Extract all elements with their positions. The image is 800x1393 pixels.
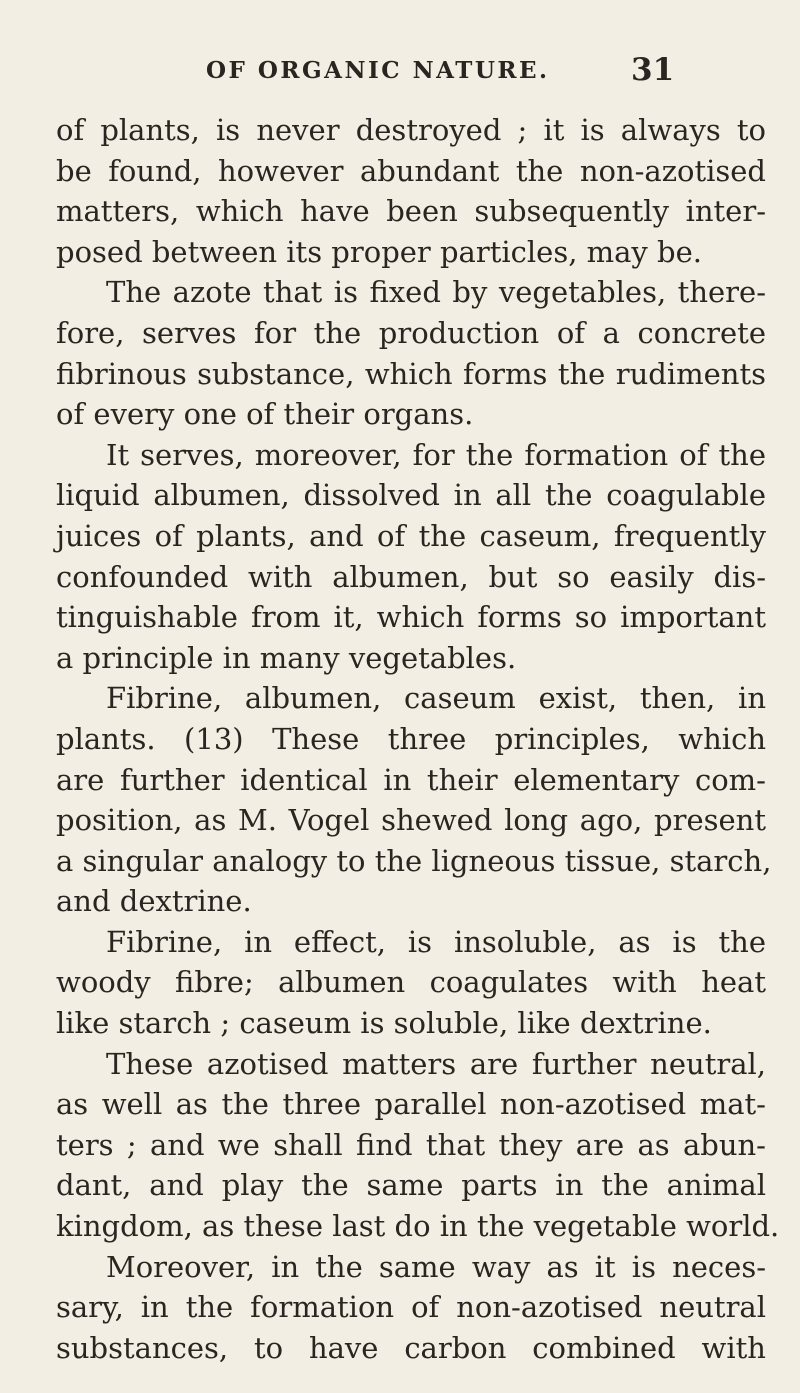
body-text	[56, 110, 780, 1368]
page-number: 31	[631, 52, 675, 88]
text-line: woody fibre; albumen coagulates with heat	[56, 965, 766, 1000]
text-line: tinguishable from it, which forms so important	[56, 600, 766, 635]
text-line: position, as M. Vogel shewed long ago, present	[56, 803, 766, 838]
text-line: and dextrine.	[56, 884, 252, 919]
text-line: like starch ; caseum is soluble, like dextrine.	[56, 1006, 712, 1041]
text-line: dant, and play the same parts in the animal	[56, 1168, 766, 1203]
text-line: It serves, moreover, for the formation of the	[106, 437, 766, 472]
text-line: plants. (13) These three principles, which	[56, 721, 766, 756]
text-line: fibrinous substance, which forms the rudiments	[56, 356, 766, 391]
text-line: juices of plants, and of the caseum, frequently	[56, 518, 766, 553]
text-line: ters ; and we shall find that they are as abun-	[56, 1127, 766, 1162]
running-head	[0, 52, 800, 96]
text-line: fore, serves for the production of a concrete	[56, 315, 766, 350]
text-line: a principle in many vegetables.	[56, 640, 517, 675]
running-title: OF ORGANIC NATURE.	[206, 57, 550, 84]
text-line: The azote that is fixed by vegetables, there-	[106, 275, 766, 310]
text-line: as well as the three parallel non-azotised mat-	[56, 1087, 766, 1122]
text-line: confounded with albumen, but so easily dis-	[56, 559, 766, 594]
text-line: Fibrine, in effect, is insoluble, as is the	[106, 924, 766, 959]
text-line: a singular analogy to the ligneous tissue, starch,	[56, 843, 772, 878]
text-line: liquid albumen, dissolved in all the coagulable	[56, 478, 766, 513]
text-line: substances, to have carbon combined with	[56, 1330, 766, 1365]
text-line: of plants, is never destroyed ; it is always to	[56, 113, 766, 147]
text-line: sary, in the formation of non-azotised neutral	[56, 1290, 766, 1325]
text-line: be found, however abundant the non-azotised	[56, 153, 766, 188]
text-line: are further identical in their elementary com-	[56, 762, 766, 797]
text-line: matters, which have been subsequently inter-	[56, 194, 766, 229]
text-line: kingdom, as these last do in the vegetable world.	[56, 1209, 780, 1244]
text-line: posed between its proper particles, may be.	[56, 234, 702, 269]
text-line: Moreover, in the same way as it is neces-	[106, 1249, 766, 1284]
text-line: Fibrine, albumen, caseum exist, then, in	[106, 681, 766, 716]
text-line: of every one of their organs.	[56, 397, 474, 432]
text-line: These azotised matters are further neutral,	[106, 1046, 766, 1081]
